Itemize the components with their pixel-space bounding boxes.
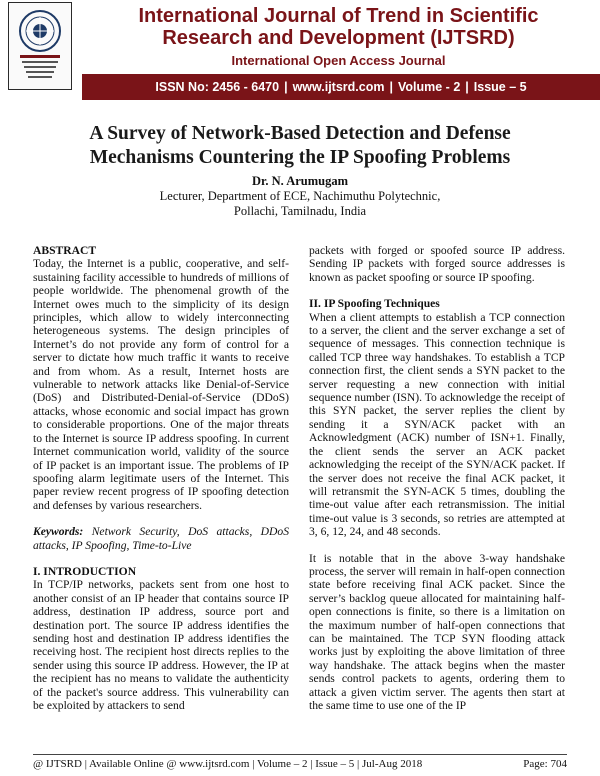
right-column <box>309 244 565 712</box>
introduction-heading: I. INTRODUCTION <box>33 564 137 578</box>
section-heading-ip-spoofing: II. IP Spoofing Techniques <box>309 297 440 311</box>
journal-subtitle: International Open Access Journal <box>231 53 446 68</box>
author-affiliation <box>40 189 560 219</box>
footer-citation: @ IJTSRD | Available Online @ www.ijtsrd.com | Volume – 2 | Issue – 5 | Jul-Aug 2018 <box>33 758 423 770</box>
issn-bar <box>82 74 600 100</box>
abstract-heading: ABSTRACT <box>33 244 97 257</box>
left-column <box>33 244 289 712</box>
author-name: Dr. N. Arumugam <box>251 174 349 188</box>
keywords-label: Keywords: <box>33 525 84 539</box>
paragraph-handshake: When a client attempts to establish a TCP connection to a server, the client and the server exchange a set of sequence of messages. This connection technique is called TCP three way handshakes. To establish a TCP connection first, the client sends a SYN packet to the server requesting a new connection with initial sequence number (ISN). To acknowledge the receipt of this SYN packet, the server replies the client by sending it a SYN/ACK packet with an Acknowledgment (ACK) number of ISN+1. Finally, the client sends the server an ACK packet acknowledging the receipt of the SYN/ACK packet. If the server does not receive the final ACK packet, it will retransmit the SYN-ACK 5 times, doubling the time-out value after each retransmission. The initial time-out value is 3 seconds, so retries are attempted at 3, 6, 12, 24, and 48 seconds. <box>309 310 565 539</box>
separator: | <box>389 80 393 94</box>
journal-logo <box>8 2 72 90</box>
introduction-continuation: packets with forged or spoofed source IP address. Sending IP packets with forged source addresses is known as packet spoofing or source IP spoofing. <box>309 244 565 284</box>
paper-title <box>40 122 560 170</box>
journal-title <box>86 5 591 49</box>
journal-seal-icon <box>16 9 64 83</box>
paper-title-line1: A Survey of Network-Based Detection and Defense <box>89 123 511 144</box>
introduction-text: In TCP/IP networks, packets sent from one host to another consist of an IP header that contains source IP address, destination IP address, source port and destination port. The source IP address identifies the sending host and destination IP address identifies the receiving host. The recipient host directs replies to the sender using this source IP address. However, the IP at the recipient has no means to validate the authenticity of the packet's source address. This vulnerability can be exploited by attackers to send <box>33 578 289 712</box>
volume-label: Volume - 2 <box>397 80 461 94</box>
footer-divider <box>33 754 567 755</box>
paper-title-line2: Mechanisms Countering the IP Spoofing Problems <box>89 147 511 168</box>
journal-title-line2: Research and Development (IJTSRD) <box>162 27 515 49</box>
keywords-text: Network Security, DoS attacks, DDoS attacks, IP Spoofing, Time-to-Live <box>33 525 289 552</box>
paragraph-syn-flood: It is notable that in the above 3-way handshake process, the server will remain in half-open connection state before receiving final ACK packet. Since the server’s backlog queue allocated for maintaining half-open connections is finite, so there is a limitation on the maximum number of half-open connections that can be maintained. The TCP SYN flooding attack works just by exploiting the above limitation of three way handshake. The attack begins when the master sends control packets to agents, ordering them to attack a given victim server. The agents then start at the same time to use one of the IP <box>309 551 565 712</box>
journal-title-line1: International Journal of Trend in Scientific <box>138 5 539 27</box>
affiliation-line2: Pollachi, Tamilnadu, India <box>233 204 367 218</box>
abstract-text: Today, the Internet is a public, cooperative, and self-sustaining facility accessible to hundreds of millions of people worldwide. The phenomenal growth of the Internet owes much to the simplicity of its design principles, which allow to widely interconnecting heterogeneous systems. The design principles of Internet’s do not provide any form of control for a server to dictate how much traffic it wants to receive and from whom. As a result, Internet hosts are vulnerable to network attacks like Denial-of-Service (DoS) and Distributed-Denial-of-Service (DDoS) attacks, whose economic and social impact has grown to considerable proportions. One of the major threats to the Internet is source IP address spoofing. In current Internet communication world, validity of the source of IP packet is an important issue. The problems of IP spoofing alarm legitimate users of the Internet. This paper review recent progress of IP spoofing detection and defenses by various researchers. <box>33 257 289 512</box>
keywords <box>33 525 289 552</box>
page-number: Page: 704 <box>523 758 567 770</box>
separator: | <box>465 80 469 94</box>
issn-number: ISSN No: 2456 - 6470 <box>155 80 280 94</box>
affiliation-line1: Lecturer, Department of ECE, Nachimuthu Polytechnic, <box>159 189 441 203</box>
issue-label: Issue – 5 <box>473 80 527 94</box>
separator: | <box>284 80 288 94</box>
journal-website-link[interactable]: www.ijtsrd.com <box>292 80 385 94</box>
journal-header <box>0 0 600 103</box>
